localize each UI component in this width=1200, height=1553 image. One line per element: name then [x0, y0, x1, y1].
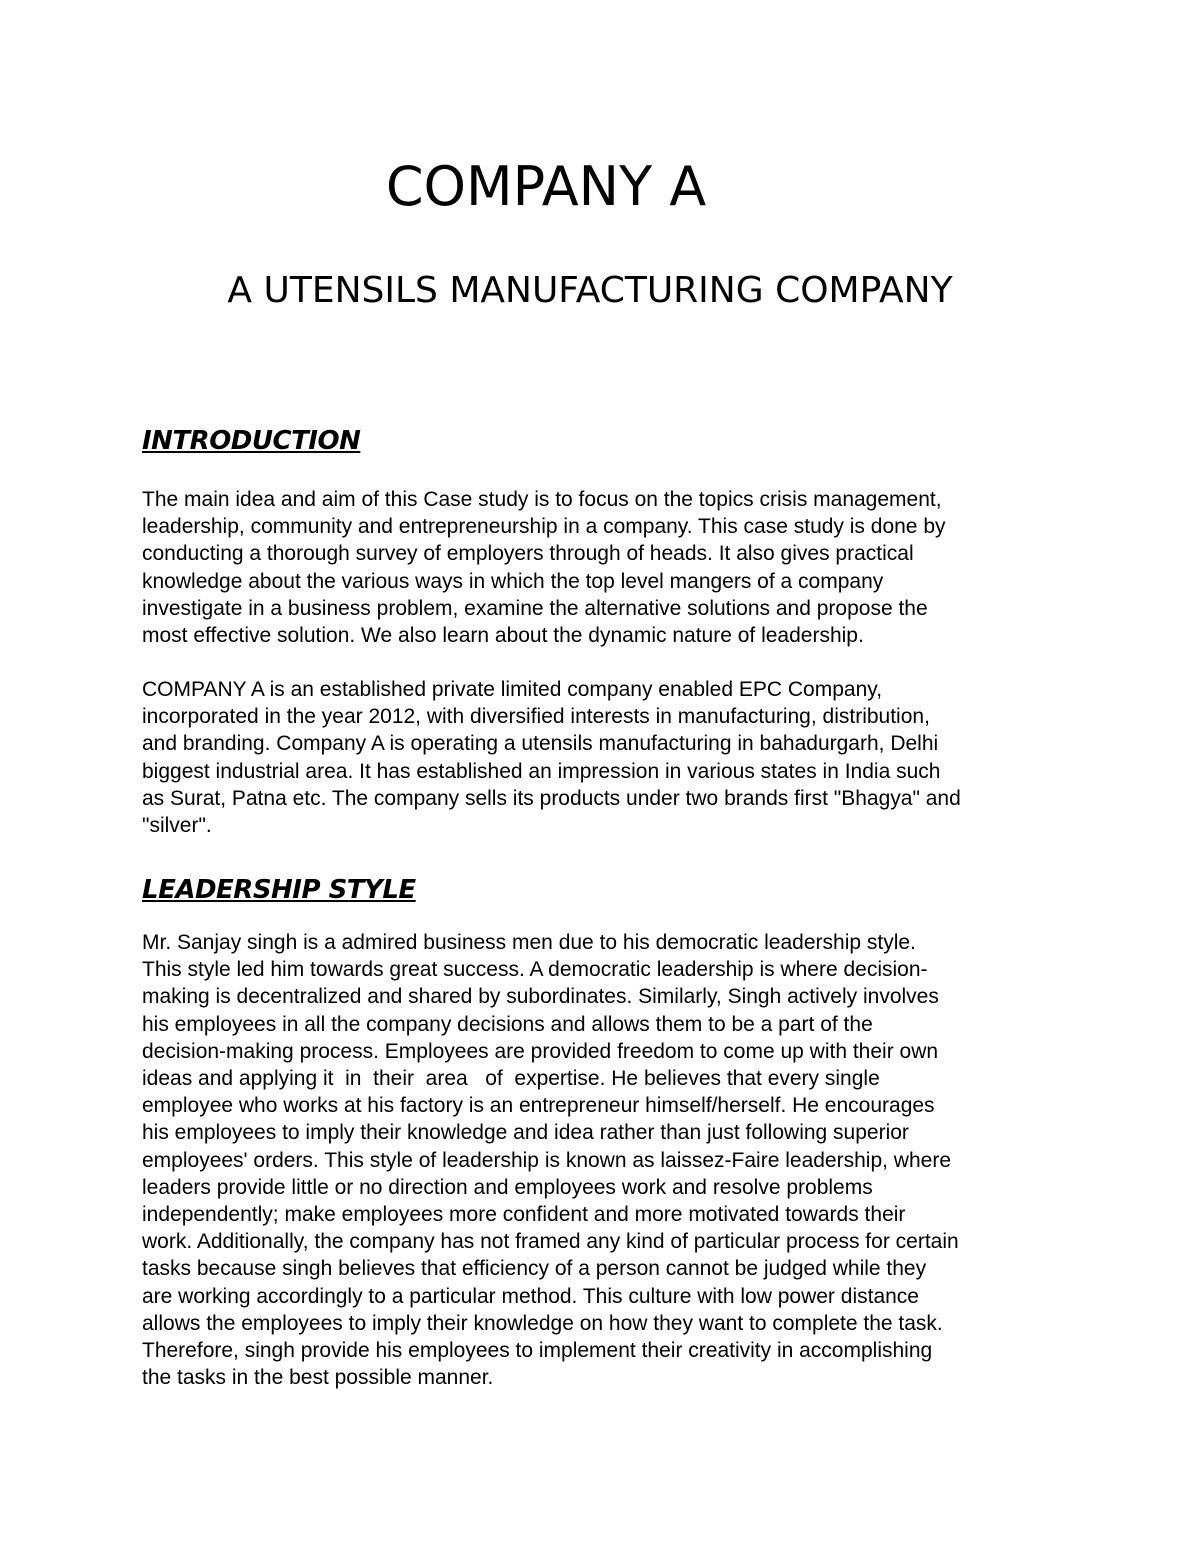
text-line: his employees to imply their knowledge and idea rather than just following superior [142, 1121, 909, 1145]
text-line: independently; make employees more confident and more motivated towards their [142, 1203, 906, 1227]
text-line: ideas and applying it in their area of expertise. He believes that every single [142, 1067, 880, 1091]
text-line: knowledge about the various ways in which the top level mangers of a company [142, 569, 884, 593]
text-line: making is decentralized and shared by subordinates. Similarly, Singh actively involves [142, 985, 939, 1009]
text-line: as Surat, Patna etc. The company sells its products under two brands first "Bhagya" and [142, 786, 961, 810]
text-line: Mr. Sanjay singh is a admired business men due to his democratic leadership style. [142, 931, 916, 954]
text-line: investigate in a business problem, examine the alternative solutions and propose the [142, 596, 928, 620]
text-line: the tasks in the best possible manner. [142, 1366, 494, 1390]
text-line: decision-making process. Employees are provided freedom to come up with their own [142, 1039, 939, 1063]
text-line: most effective solution. We also learn about the dynamic nature of leadership. [142, 624, 864, 648]
text-line: employee who works at his factory is an entrepreneur himself/herself. He encourages [142, 1094, 935, 1118]
text-line: work. Additionally, the company has not framed any kind of particular process for certain [142, 1230, 959, 1254]
text-line: allows the employees to imply their knowledge on how they want to complete the task. [142, 1311, 943, 1335]
text-line: This style led him towards great success. A democratic leadership is where decision- [142, 958, 928, 982]
section-heading-leadership-style: LEADERSHIP STYLE [142, 875, 416, 905]
text-line: "silver". [142, 814, 212, 838]
document-title: COMPANY A [385, 155, 707, 218]
intro-paragraph-1 [142, 486, 1072, 649]
text-line: and branding. Company A is operating a utensils manufacturing in bahadurgarh, Delhi [142, 732, 939, 756]
text-line: employees' orders. This style of leadership is known as laissez-Faire leadership, where [142, 1148, 951, 1172]
text-line: leadership, community and entrepreneurship in a company. This case study is done by [142, 515, 946, 539]
leadership-paragraph [142, 929, 1072, 1391]
text-line: incorporated in the year 2012, with diversified interests in manufacturing, distribution, [142, 705, 930, 729]
text-line: his employees in all the company decisions and allows them to be a part of the [142, 1012, 873, 1036]
text-line: conducting a thorough survey of employers through of heads. It also gives practical [142, 542, 914, 566]
text-line: The main idea and aim of this Case study is to focus on the topics crisis management, [142, 488, 942, 511]
text-line: biggest industrial area. It has established an impression in various states in India such [142, 759, 941, 783]
text-line: are working accordingly to a particular method. This culture with low power distance [142, 1284, 919, 1308]
text-line: tasks because singh believes that efficiency of a person cannot be judged while they [142, 1257, 927, 1281]
intro-paragraph-2 [142, 676, 1072, 839]
section-heading-introduction: INTRODUCTION [142, 426, 361, 456]
document-subtitle: A UTENSILS MANUFACTURING COMPANY [227, 270, 953, 311]
text-line: COMPANY A is an established private limited company enabled EPC Company, [142, 678, 883, 701]
text-line: leaders provide little or no direction and employees work and resolve problems [142, 1175, 873, 1199]
text-line: Therefore, singh provide his employees to implement their creativity in accomplishing [142, 1339, 933, 1363]
